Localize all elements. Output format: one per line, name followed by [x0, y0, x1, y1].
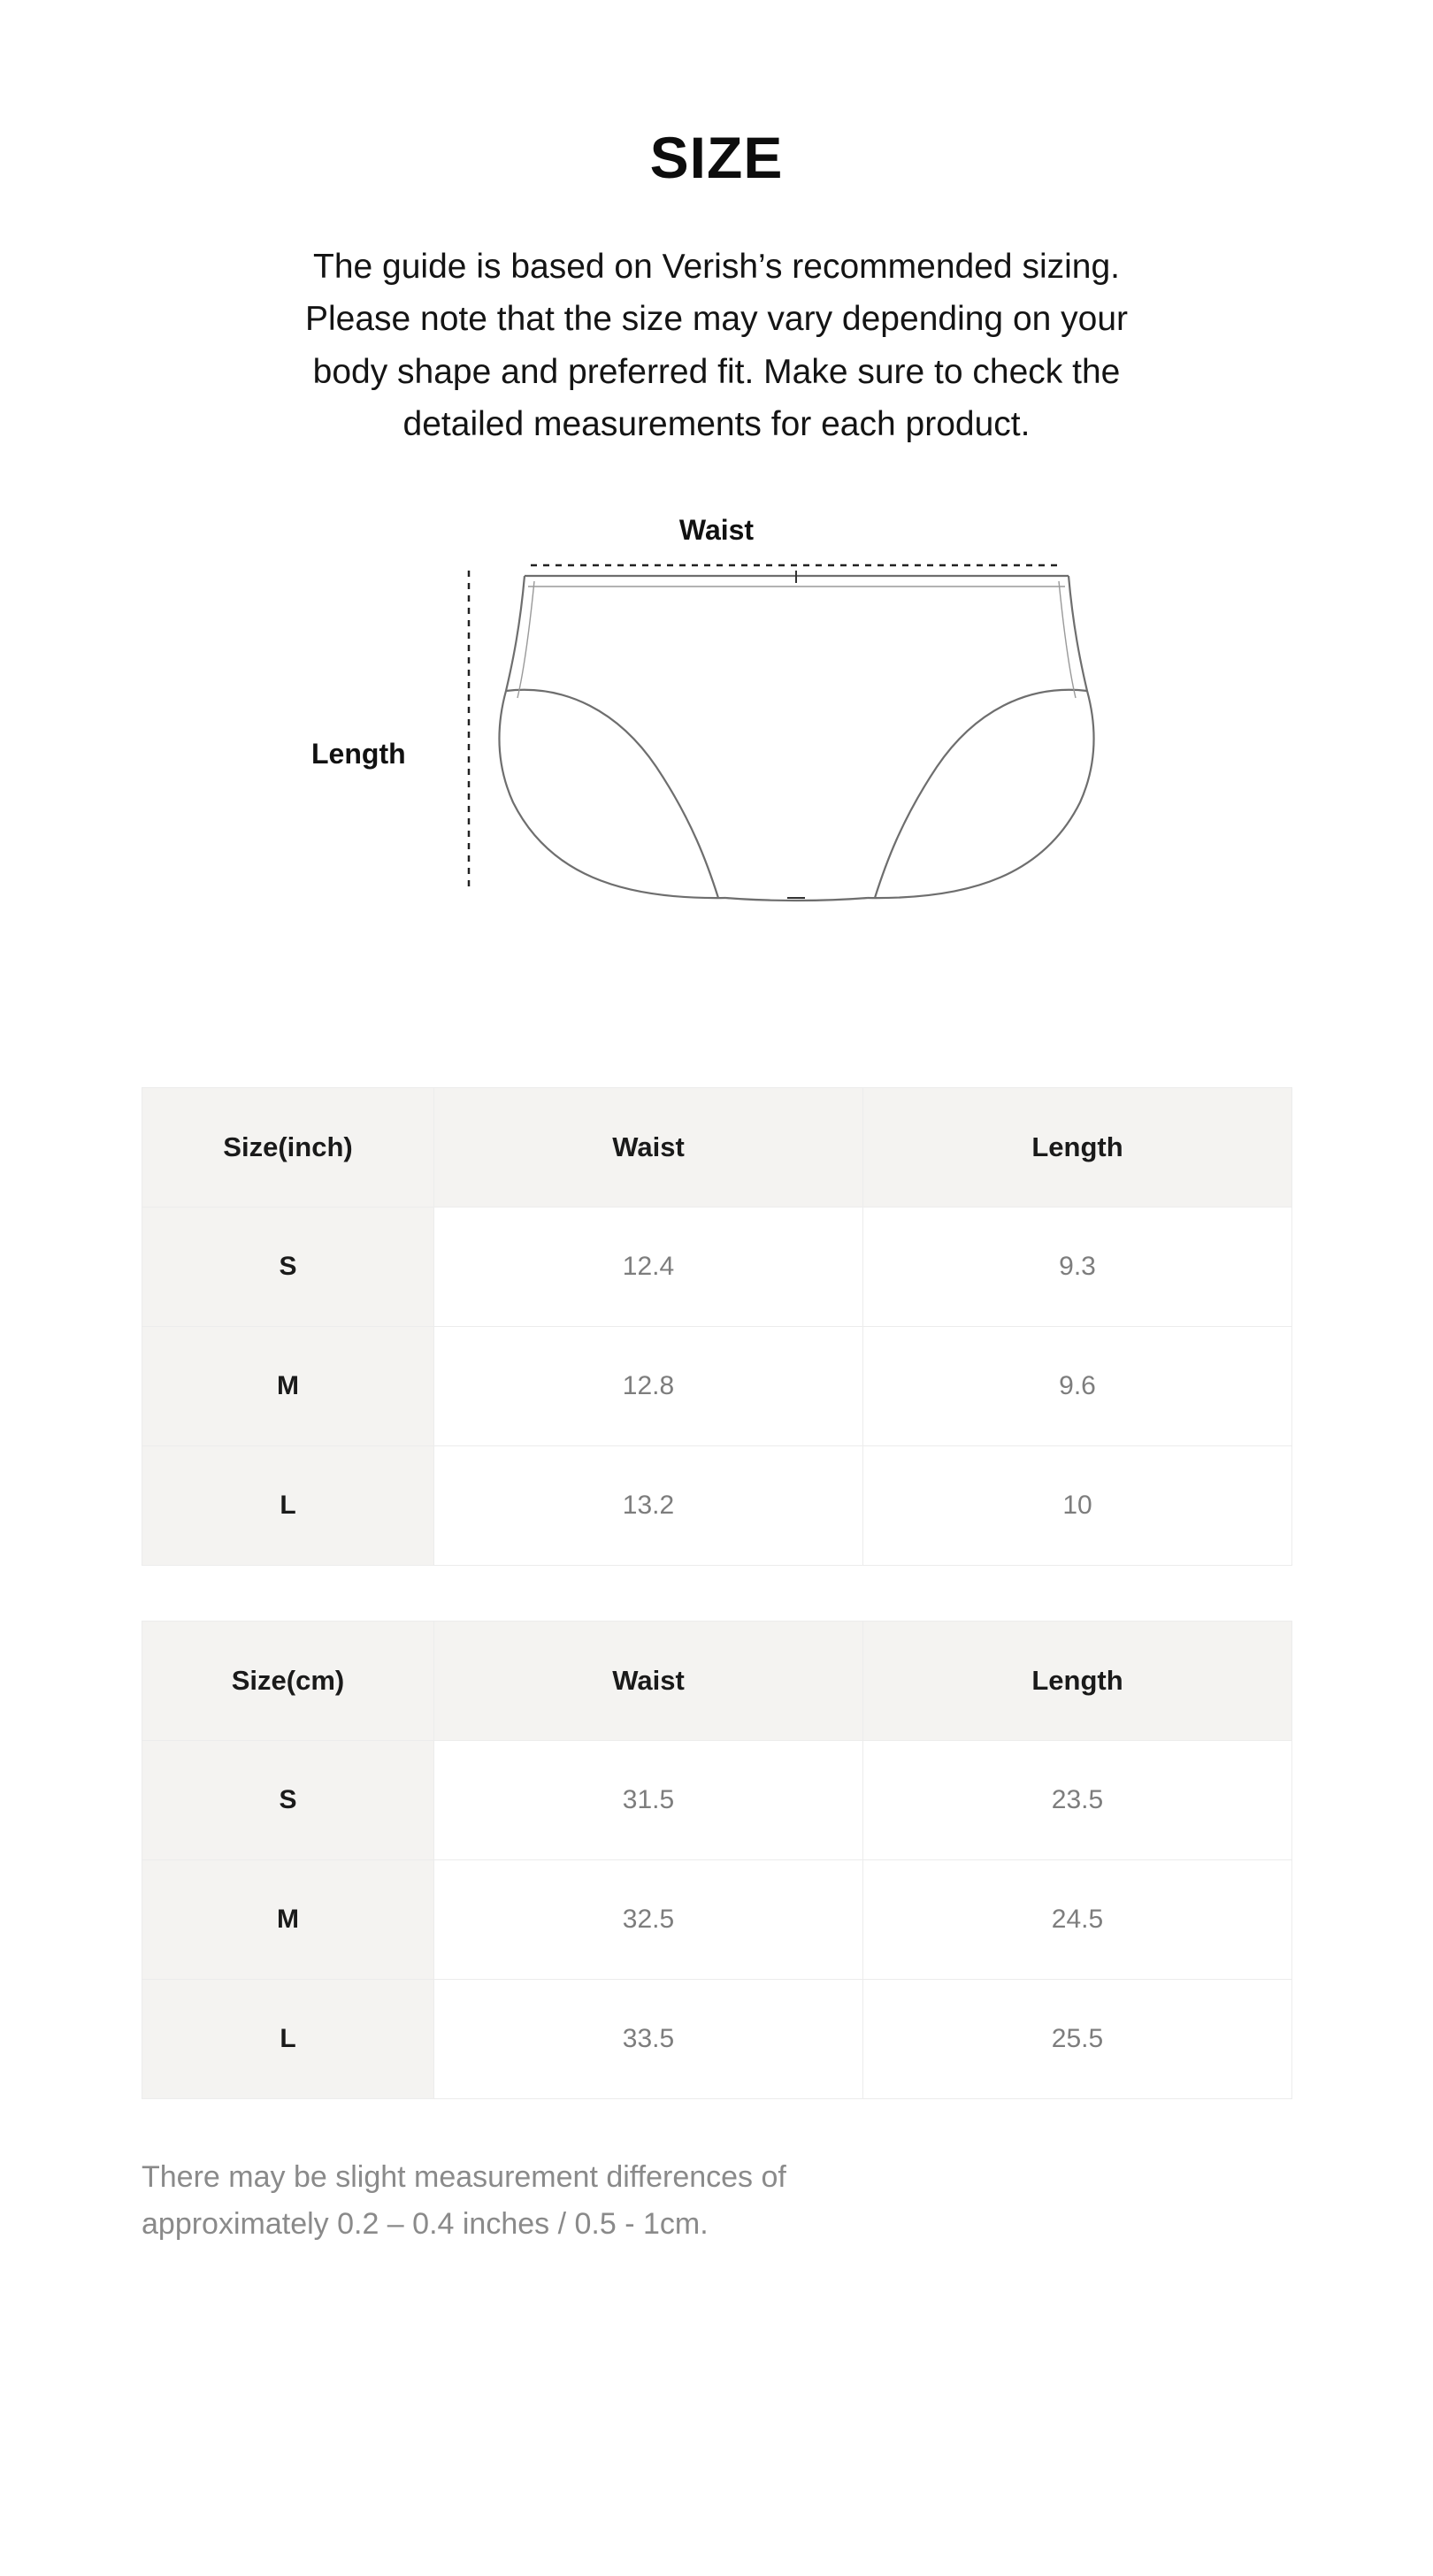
column-header-length: Length: [863, 1088, 1292, 1208]
cell-length: 9.6: [863, 1327, 1292, 1446]
intro-line: The guide is based on Verish’s recommended sizing.: [313, 248, 1120, 286]
cell-length: 9.3: [863, 1208, 1292, 1327]
cell-length: 24.5: [863, 1860, 1292, 1980]
column-header-waist: Waist: [434, 1622, 863, 1741]
cell-size: S: [142, 1208, 434, 1327]
cell-length: 25.5: [863, 1980, 1292, 2099]
table-header-row: [142, 1622, 1292, 1741]
intro-line: detailed measurements for each product.: [402, 404, 1031, 443]
table-row: [142, 1446, 1292, 1566]
cell-size: S: [142, 1741, 434, 1860]
intro-line: Please note that the size may vary depending on your: [304, 300, 1129, 339]
page-title: SIZE: [649, 125, 784, 190]
cell-size: M: [142, 1327, 434, 1446]
cell-waist: 32.5: [434, 1860, 863, 1980]
table-header-row: [142, 1088, 1292, 1208]
column-header-waist: Waist: [434, 1088, 863, 1208]
column-header-length: Length: [863, 1622, 1292, 1741]
intro-line: body shape and preferred fit. Make sure to check the: [312, 352, 1121, 391]
cell-length: 10: [863, 1446, 1292, 1566]
size-table-cm: [142, 1621, 1292, 2099]
column-header-size: Size(cm): [142, 1622, 434, 1741]
cell-waist: 12.4: [434, 1208, 863, 1327]
size-table-inch: [142, 1087, 1292, 1566]
cell-waist: 33.5: [434, 1980, 863, 2099]
cell-size: L: [142, 1980, 434, 2099]
table-row: [142, 1327, 1292, 1446]
cell-waist: 13.2: [434, 1446, 863, 1566]
table-spacer: [142, 1566, 1291, 1583]
table-row: [142, 1741, 1292, 1860]
cell-size: L: [142, 1446, 434, 1566]
waist-label: Waist: [678, 514, 755, 547]
cell-size: M: [142, 1860, 434, 1980]
cell-waist: 31.5: [434, 1741, 863, 1860]
intro-text: [142, 241, 1291, 450]
table-row: [142, 1208, 1292, 1327]
cell-length: 23.5: [863, 1741, 1292, 1860]
length-label: Length: [311, 738, 406, 770]
cell-waist: 12.8: [434, 1327, 863, 1446]
panty-icon: [0, 502, 1433, 1050]
footnote-line: There may be slight measurement differences of: [142, 2160, 786, 2195]
column-header-size: Size(inch): [142, 1088, 434, 1208]
table-row: [142, 1980, 1292, 2099]
footnote: [142, 2154, 1291, 2247]
size-tables: [142, 1087, 1291, 2099]
measurement-diagram: [0, 502, 1433, 1050]
footnote-line: approximately 0.2 – 0.4 inches / 0.5 - 1cm.: [142, 2206, 709, 2241]
table-row: [142, 1860, 1292, 1980]
